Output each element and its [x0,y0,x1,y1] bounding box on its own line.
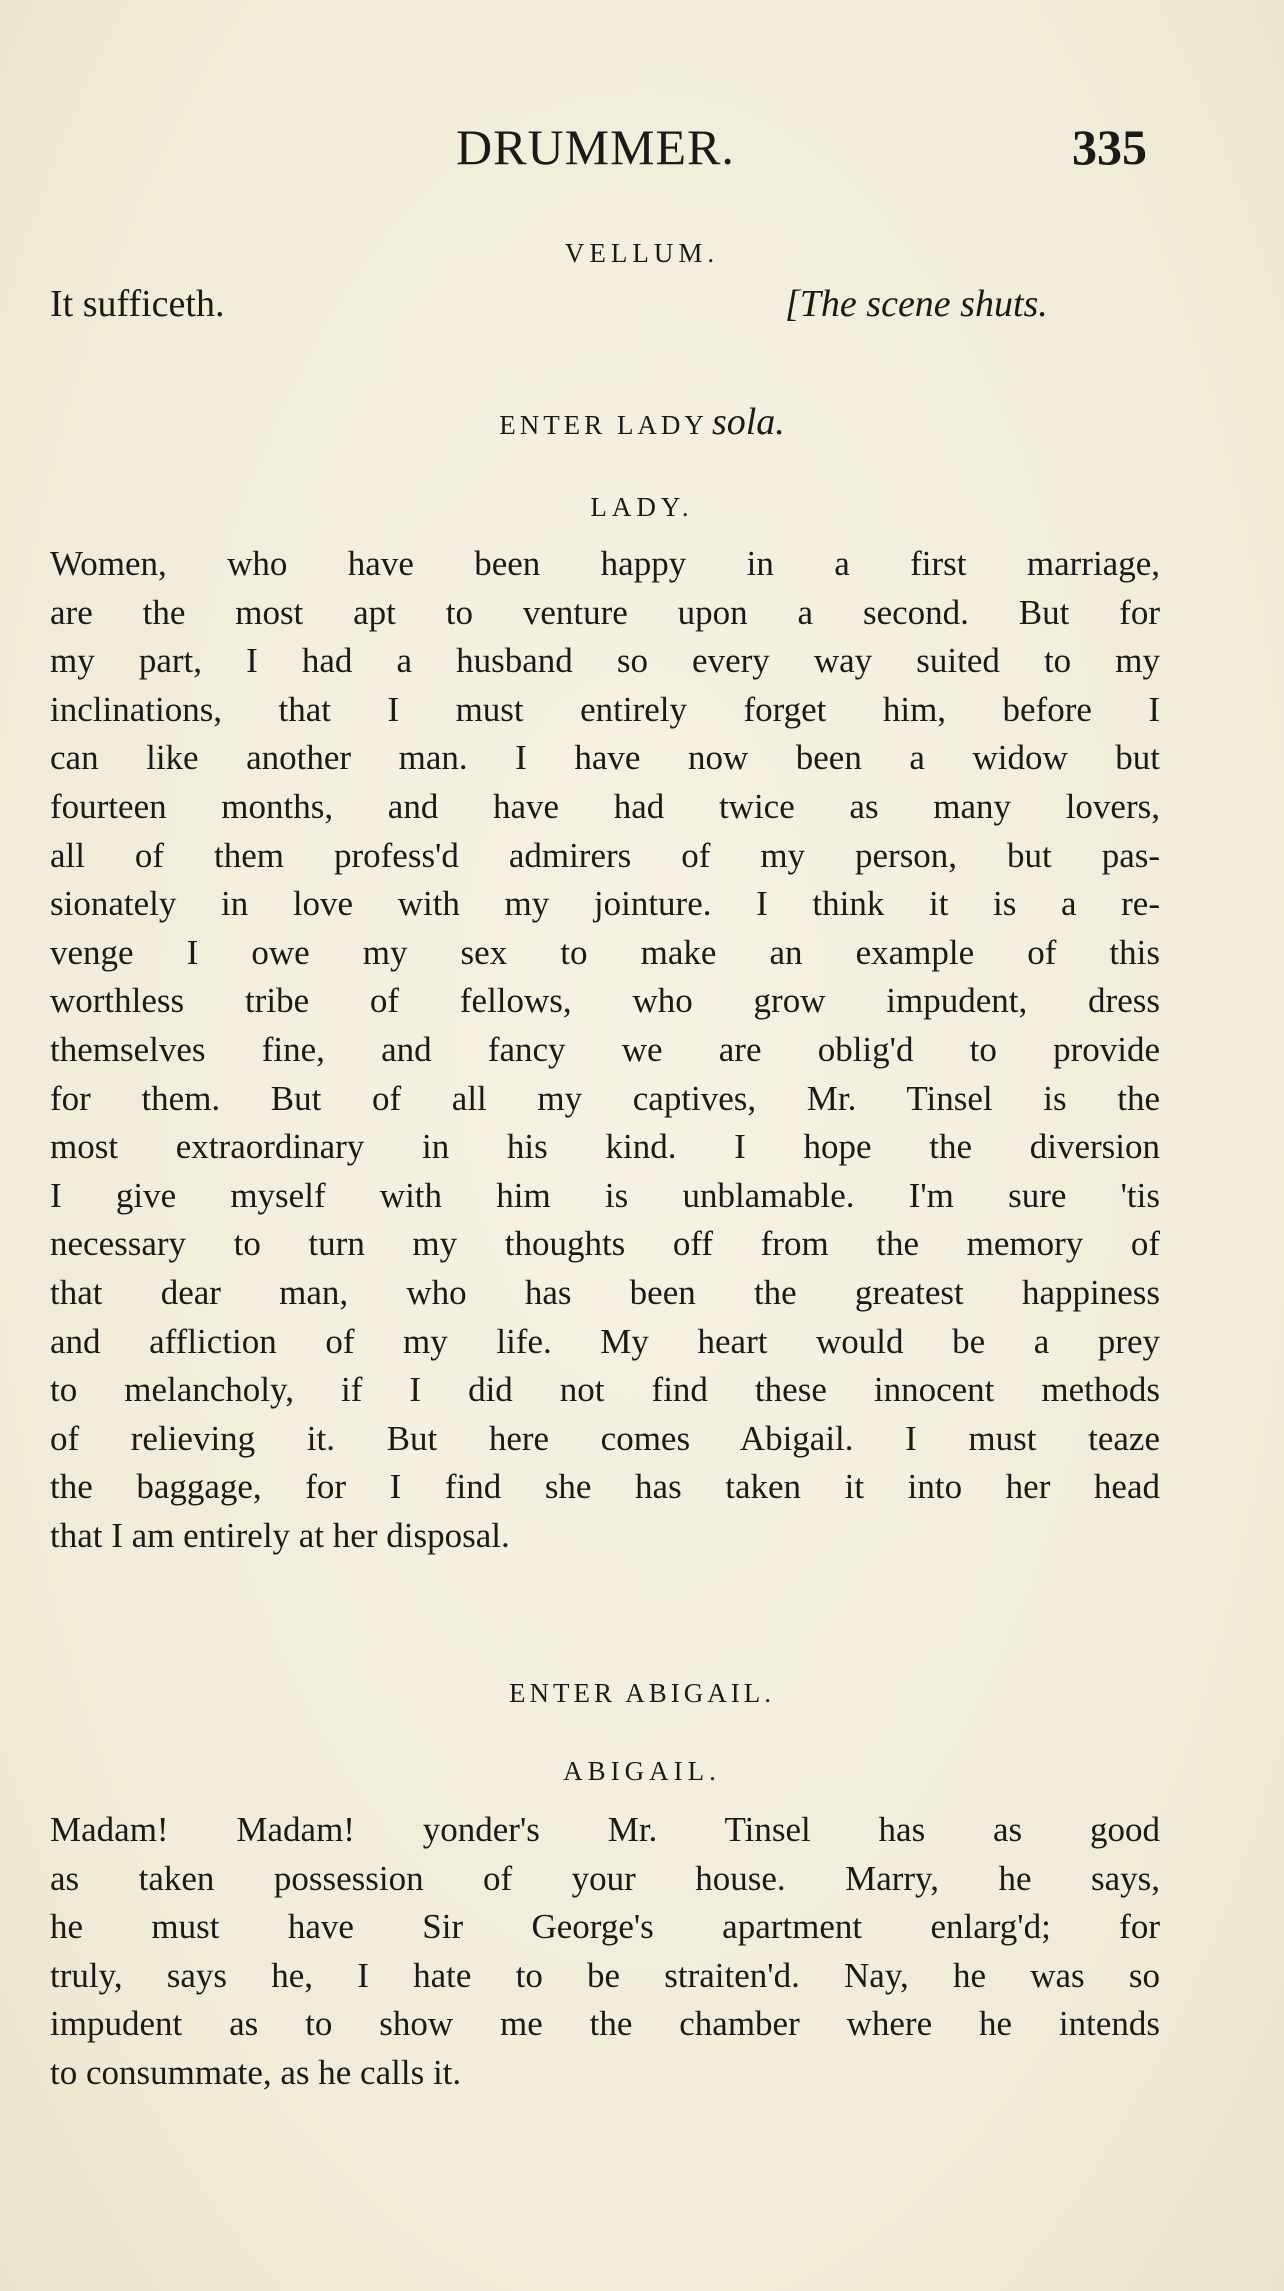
text-line: that I am entirely at her disposal. [50,1515,510,1555]
speaker-vellum: VELLUM. [564,238,720,268]
enter-abigail-label: ENTER ABIGAIL. [509,1678,775,1708]
sola-label: sola. [711,401,785,443]
text-line: Women, who have been happy in a first marriage, [50,544,1160,583]
speaker-lady: LADY. [590,492,694,522]
lady-speech [50,540,1160,1560]
running-title: DRUMMER. [456,119,735,175]
text-line: and affliction of my life. My heart would be a prey [50,1321,1160,1361]
text-line: fourteen months, and have had twice as many lovers, [50,786,1160,826]
text-line: that dear man, who has been the greatest happiness [50,1272,1160,1312]
text-line: sionately in love with my jointure. I think it is a re- [50,884,1160,924]
text-line: I give myself with him is unblamable. I'm sure 'tis [50,1175,1160,1215]
text-line: to consummate, as he calls it. [50,2052,462,2092]
text-line: most extraordinary in his kind. I hope the diversion [50,1127,1160,1167]
text-line: are the most apt to venture upon a second. But for [50,592,1160,632]
vellum-line: It sufficeth. [50,283,225,325]
stage-heading-enter-abigail [0,1678,1284,1709]
text-line: impudent as to show me the chamber where he intends [50,2004,1160,2044]
text-line: themselves fine, and fancy we are oblig'd to provide [50,1029,1160,1069]
stage-heading-enter-lady [0,400,1284,444]
abigail-speech [50,1806,1160,2098]
enter-lady-label: ENTER LADY [499,410,708,440]
text-line: Madam! Madam! yonder's Mr. Tinsel has as good [50,1810,1160,1849]
running-head [0,118,1284,178]
text-line: to melancholy, if I did not find these innocent methods [50,1370,1160,1410]
text-line: the baggage, for I find she has taken it into her head [50,1467,1160,1507]
stage-direction-scene-shuts: [The scene shuts. [785,283,1048,325]
text-line: worthless tribe of fellows, who grow impudent, dress [50,981,1160,1021]
text-line: of relieving it. But here comes Abigail. I must teaze [50,1418,1160,1458]
speaker-abigail: ABIGAIL. [563,1756,721,1786]
text-line: for them. But of all my captives, Mr. Tinsel is the [50,1078,1160,1118]
text-line: necessary to turn my thoughts off from the memory of [50,1224,1160,1264]
text-line: can like another man. I have now been a widow but [50,738,1160,778]
text-line: truly, says he, I hate to be straiten'd. Nay, he was so [50,1955,1160,1995]
vellum-line-row [50,282,1150,342]
text-line: venge I owe my sex to make an example of this [50,932,1160,972]
text-line: he must have Sir George's apartment enlarg'd; for [50,1907,1160,1947]
text-line: my part, I had a husband so every way suited to my [50,641,1160,681]
text-line: all of them profess'd admirers of my person, but pas- [50,835,1160,875]
text-line: inclinations, that I must entirely forget him, before I [50,689,1160,729]
page-number: 335 [1072,119,1147,175]
text-line: as taken possession of your house. Marry, he says, [50,1858,1160,1898]
